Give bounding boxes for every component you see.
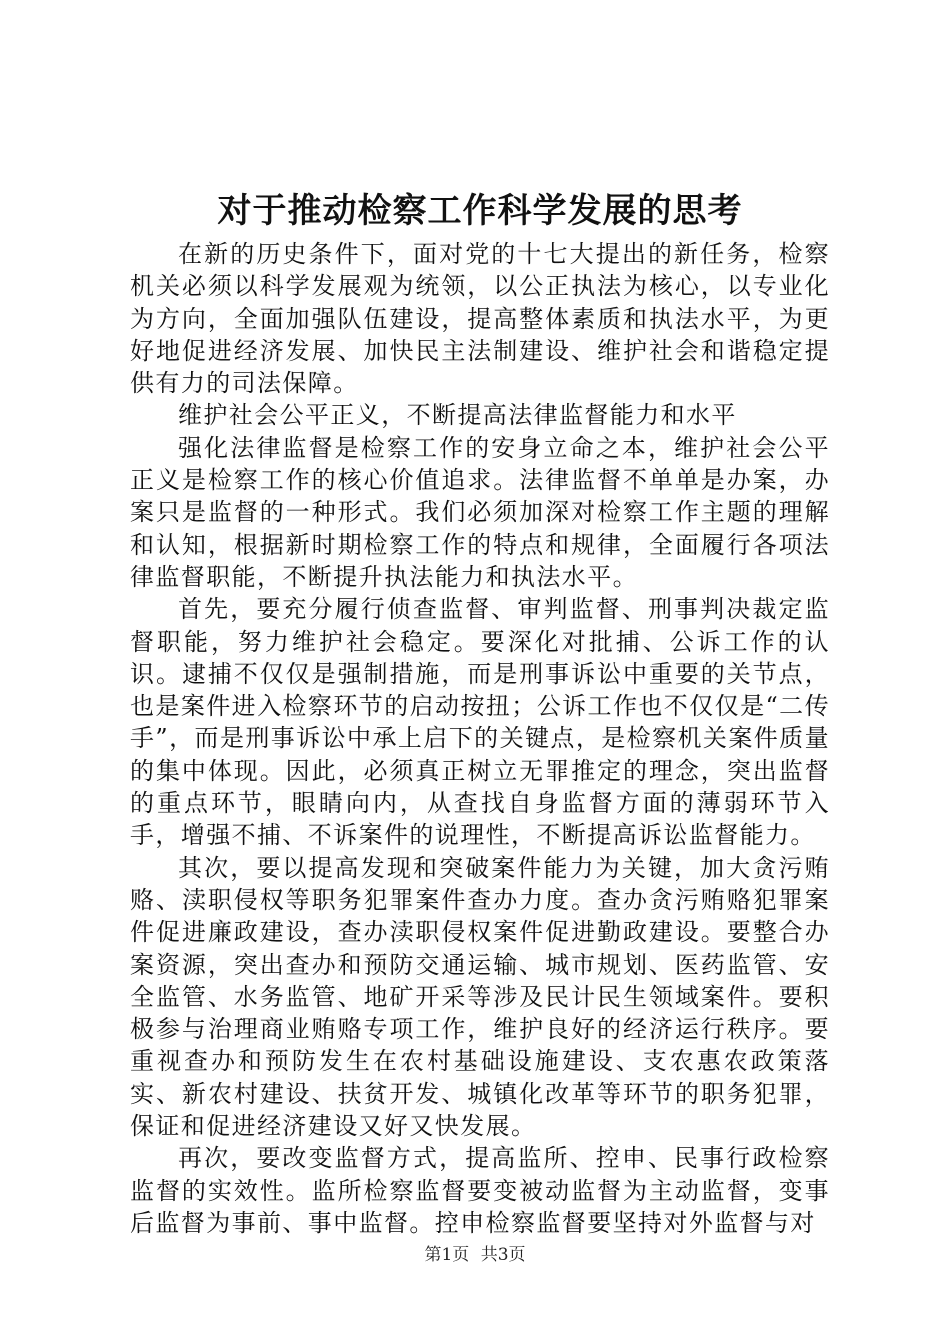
document-body xyxy=(130,238,830,1239)
page-footer xyxy=(0,1240,950,1265)
paragraph-second: 其次，要以提高发现和突破案件能力为关键，加大贪污贿赂、渎职侵权等职务犯罪案件查办力度。查办贪污贿赂犯罪案件促进廉政建设，查办渎职侵权案件促进勤政建设。要整合办案资源，突出查办和预防交通运输、城市规划、医药监管、安全监管、水务监管、地矿开采等涉及民计民生领域案件。要积极参与治理商业贿赂专项工作，维护良好的经济运行秩序。要重视查办和预防发生在农村基础设施建设、支农惠农政策落实、新农村建设、扶贫开发、城镇化改革等环节的职务犯罪，保证和促进经济建设又好又快发展。 xyxy=(130,853,830,1141)
paragraph-third: 再次，要改变监督方式，提高监所、控申、民事行政检察监督的实效性。监所检察监督要变被动监督为主动监督，变事后监督为事前、事中监督。控申检察监督要坚持对外监督与对 xyxy=(130,1144,830,1237)
page-total: 共3页 xyxy=(480,1245,526,1265)
paragraph-oversight: 强化法律监督是检察工作的安身立命之本，维护社会公平正义是检察工作的核心价值追求。法律监督不单单是办案，办案只是监督的一种形式。我们必须加深对检察工作主题的理解和认知，根据新时期检察工作的特点和规律，全面履行各项法律监督职能，不断提升执法能力和执法水平。 xyxy=(130,433,830,591)
document-title: 对于推动检察工作科学发展的思考 xyxy=(217,191,743,231)
paragraph-intro: 在新的历史条件下，面对党的十七大提出的新任务，检察机关必须以科学发展观为统领，以公正执法为核心，以专业化为方向，全面加强队伍建设，提高整体素质和执法水平，为更好地促进经济发展、加快民主法制建设、维护社会和谐稳定提供有力的司法保障。 xyxy=(130,240,830,398)
paragraph-first: 首先，要充分履行侦查监督、审判监督、刑事判决裁定监督职能，努力维护社会稳定。要深化对批捕、公诉工作的认识。逮捕不仅仅是强制措施，而是刑事诉讼中重要的关节点，也是案件进入检察环节的启动按扭；公诉工作也不仅仅是“二传手”，而是刑事诉讼中承上启下的关键点，是检察机关案件质量的集中体现。因此，必须真正树立无罪推定的理念，突出监督的重点环节，眼睛向内，从查找自身监督方面的薄弱环节入手，增强不捕、不诉案件的说理性，不断提高诉讼监督能力。 xyxy=(130,595,830,850)
page-number: 第1页 xyxy=(424,1245,470,1265)
section-heading: 维护社会公平正义，不断提高法律监督能力和水平 xyxy=(178,401,737,430)
